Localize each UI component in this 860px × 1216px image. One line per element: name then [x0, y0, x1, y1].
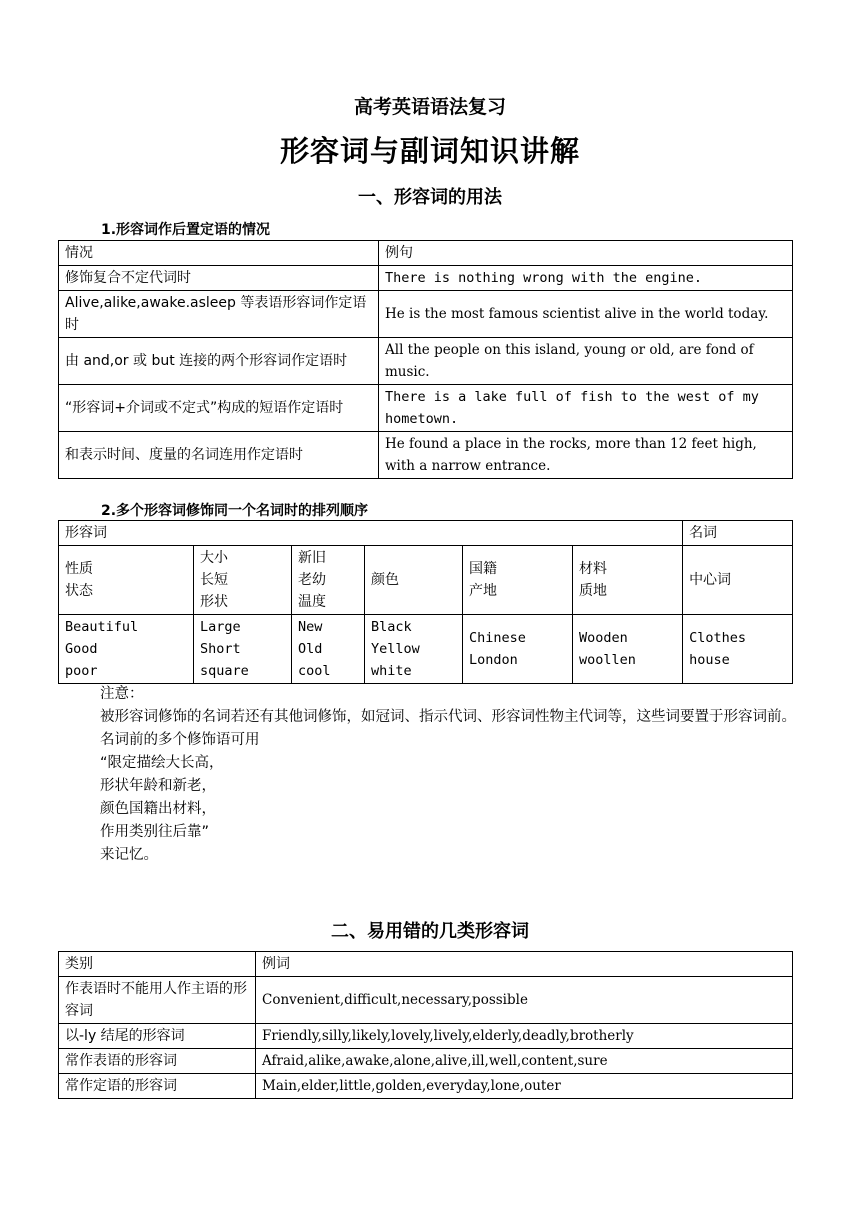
notes-block: [58, 683, 798, 867]
header-cell: 类别: [59, 952, 256, 977]
example-cell: Large Short square: [194, 615, 292, 684]
section-2-heading: 二、易用错的几类形容词: [331, 921, 529, 942]
category-cell: 新旧 老幼 温度: [292, 546, 365, 615]
table-row: [59, 977, 793, 1024]
example-cell: All the people on this island, young or old, are fond of music.: [379, 338, 793, 385]
words-cell: Friendly,silly,likely,lovely,lively,elderly,deadly,brotherly: [256, 1024, 793, 1049]
part-2-heading: 2.多个形容词修饰同一个名词时的排列顺序: [101, 503, 369, 519]
words-cell: Convenient,difficult,necessary,possible: [256, 977, 793, 1024]
example-cell: There is nothing wrong with the engine.: [379, 266, 793, 291]
part-1-heading: 1.形容词作后置定语的情况: [101, 222, 271, 238]
category-cell: 性质 状态: [59, 546, 194, 615]
example-cell: He is the most famous scientist alive in the world today.: [379, 291, 793, 338]
table-row: [59, 338, 793, 385]
example-cell: Chinese London: [463, 615, 573, 684]
category-cell: 常作定语的形容词: [59, 1074, 256, 1099]
example-cell: Beautiful Good poor: [59, 615, 194, 684]
table-row: [59, 291, 793, 338]
case-cell: 和表示时间、度量的名词连用作定语时: [59, 432, 379, 479]
table-header-row: [59, 521, 793, 546]
adjective-group-header: 形容词: [59, 521, 683, 546]
error-prone-adjectives-table: [58, 951, 793, 1099]
noun-group-header: 名词: [683, 521, 793, 546]
category-cell: 材料 质地: [573, 546, 683, 615]
header-cell: 例词: [256, 952, 793, 977]
header-cell: 例句: [379, 241, 793, 266]
mnemonic-line: 形状年龄和新老，: [100, 778, 216, 794]
example-cell: He found a place in the rocks, more than 12 feet high, with a narrow entrance.: [379, 432, 793, 479]
category-cell: 大小 长短 形状: [194, 546, 292, 615]
adjective-order-table: [58, 520, 793, 684]
category-cell: 作表语时不能用人作主语的形容词: [59, 977, 256, 1024]
header-cell: 情况: [59, 241, 379, 266]
case-cell: “形容词+介词或不定式”构成的短语作定语时: [59, 385, 379, 432]
category-cell: 国籍 产地: [463, 546, 573, 615]
table-header-row: [59, 241, 793, 266]
case-cell: 由 and,or 或 but 连接的两个形容词作定语时: [59, 338, 379, 385]
notes-label: 注意：: [100, 686, 144, 702]
mnemonic-line: 颜色国籍出材料，: [100, 801, 216, 817]
table-header-row: [59, 952, 793, 977]
notes-paragraph: 被形容词修饰的名词若还有其他词修饰，如冠词、指示代词、形容词性物主代词等，这些词要置于形容词前。: [100, 709, 796, 725]
example-cell: There is a lake full of fish to the west of my hometown.: [379, 385, 793, 432]
words-cell: Main,elder,little,golden,everyday,lone,outer: [256, 1074, 793, 1099]
table-row: [59, 1049, 793, 1074]
table-row: [59, 266, 793, 291]
category-cell: 以-ly 结尾的形容词: [59, 1024, 256, 1049]
category-cell: 颜色: [365, 546, 463, 615]
postpositive-attributive-table: [58, 240, 793, 479]
section-1-heading: 一、形容词的用法: [358, 187, 502, 208]
category-cell: 常作表语的形容词: [59, 1049, 256, 1074]
case-cell: Alive,alike,awake.asleep 等表语形容词作定语时: [59, 291, 379, 338]
example-cell: New Old cool: [292, 615, 365, 684]
mnemonic-intro: 名词前的多个修饰语可用: [100, 732, 260, 748]
example-cell: Clothes house: [683, 615, 793, 684]
example-cell: Wooden woollen: [573, 615, 683, 684]
mnemonic-line: “限定描绘大长高，: [100, 755, 224, 771]
words-cell: Afraid,alike,awake,alone,alive,ill,well,content,sure: [256, 1049, 793, 1074]
case-cell: 修饰复合不定代词时: [59, 266, 379, 291]
table-row: [59, 432, 793, 479]
document-title: 形容词与副词知识讲解: [279, 134, 580, 168]
example-cell: Black Yellow white: [365, 615, 463, 684]
document-subtitle: 高考英语语法复习: [353, 96, 506, 118]
example-row: [59, 615, 793, 684]
mnemonic-line: 作用类别往后靠”: [100, 824, 210, 840]
mnemonic-line: 来记忆。: [100, 847, 158, 863]
table-row: [59, 1024, 793, 1049]
category-cell: 中心词: [683, 546, 793, 615]
table-row: [59, 385, 793, 432]
category-row: [59, 546, 793, 615]
table-row: [59, 1074, 793, 1099]
